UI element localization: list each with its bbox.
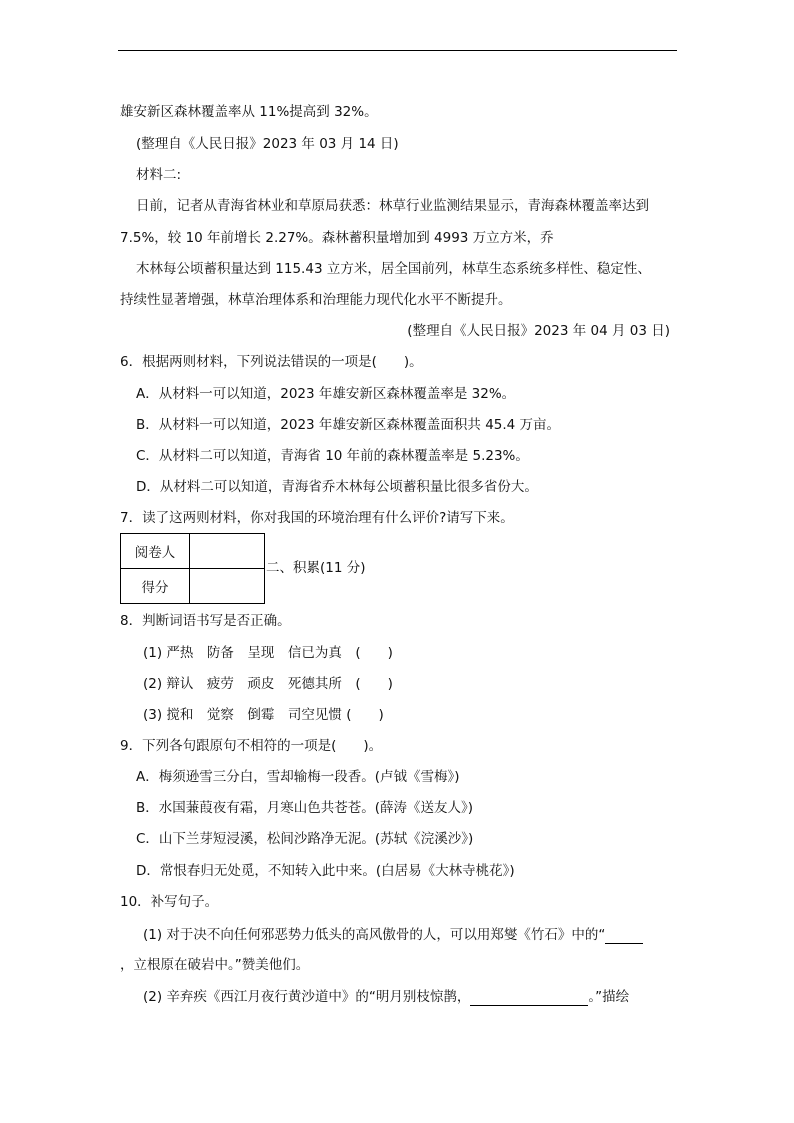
reviewer-label: 阅卷人	[121, 534, 190, 569]
question-9-option-b: B．水国蒹葭夜有霜，月寒山色共苍苍。(薛涛《送友人》)	[136, 800, 474, 816]
reviewer-field[interactable]	[190, 534, 265, 569]
score-field[interactable]	[190, 569, 265, 604]
question-6-option-d: D．从材料二可以知道，青海省乔木林每公顷蓄积量比很多省份大。	[136, 479, 538, 495]
question-8-item-3: (3) 搅和 觉察 倒霉 司空见惯 ( )	[143, 707, 384, 723]
question-8-item-2: (2) 辩认 疲劳 顽皮 死德其所 ( )	[143, 676, 393, 692]
question-9-option-c: C．山下兰芽短浸溪，松间沙路净无泥。(苏轼《浣溪沙》)	[136, 831, 474, 847]
question-10-item-1-text: (1) 对于决不向任何邪恶势力低头的高风傲骨的人，可以用郑燮《竹石》中的“	[143, 927, 606, 943]
score-table	[120, 533, 265, 604]
question-6-stem: 6．根据两则材料，下列说法错误的一项是( )。	[120, 354, 423, 370]
question-10-item-2-pre: (2) 辛弃疾《西江月夜行黄沙道中》的“明月别枝惊鹊，	[143, 989, 471, 1005]
material2-paragraph2-line1: 木林每公顷蓄积量达到 115.43 立方米，居全国前列，林草生态系统多样性、稳定性、	[136, 261, 651, 277]
question-10-item-2-post: 。”描绘	[588, 989, 630, 1005]
question-9-stem: 9．下列各句跟原句不相符的一项是( )。	[120, 738, 383, 754]
material1-last-line: 雄安新区森林覆盖率从 11%提高到 32%。	[120, 104, 378, 120]
question-9-option-a: A．梅须逊雪三分白，雪却输梅一段香。(卢钺《雪梅》)	[136, 769, 460, 785]
source-citation-1: (整理自《人民日报》2023 年 03 月 14 日)	[136, 136, 399, 152]
question-8-item-1: (1) 严热 防备 呈现 信已为真 ( )	[143, 645, 393, 661]
fill-blank-2[interactable]	[470, 987, 588, 1006]
score-label: 得分	[121, 569, 190, 604]
material2-paragraph1-line2: 7.5%，较 10 年前增长 2.27%。森林蓄积量增加到 4993 万立方米，乔	[120, 230, 554, 246]
question-9-option-d: D．常恨春归无处觅，不知转入此中来。(白居易《大林寺桃花》)	[136, 863, 515, 879]
question-10-stem: 10．补写句子。	[120, 894, 219, 910]
material2-title: 材料二:	[136, 167, 182, 183]
question-10-item-1-line2: ，立根原在破岩中。”赞美他们。	[120, 957, 310, 973]
question-8-stem: 8．判断词语书写是否正确。	[120, 613, 291, 629]
question-10-item-2	[143, 987, 629, 1006]
material2-paragraph2-line2: 持续性显著增强，林草治理体系和治理能力现代化水平不断提升。	[120, 292, 512, 308]
question-6-option-a: A．从材料一可以知道，2023 年雄安新区森林覆盖率是 32%。	[136, 386, 516, 402]
question-7-stem: 7．读了这两则材料，你对我国的环境治理有什么评价?请写下来。	[120, 510, 514, 526]
material2-paragraph1-line1: 日前，记者从青海省林业和草原局获悉：林草行业监测结果显示，青海森林覆盖率达到	[136, 198, 649, 214]
header-rule	[118, 50, 677, 51]
fill-blank-1[interactable]	[605, 925, 643, 944]
question-6-option-b: B．从材料一可以知道，2023 年雄安新区森林覆盖面积共 45.4 万亩。	[136, 417, 561, 433]
question-6-option-c: C．从材料二可以知道，青海省 10 年前的森林覆盖率是 5.23%。	[136, 448, 529, 464]
question-10-item-1-line1	[143, 925, 643, 944]
source-citation-2: (整理自《人民日报》2023 年 04 月 03 日)	[407, 323, 670, 339]
section-2-title: 二、积累(11 分)	[266, 560, 366, 576]
